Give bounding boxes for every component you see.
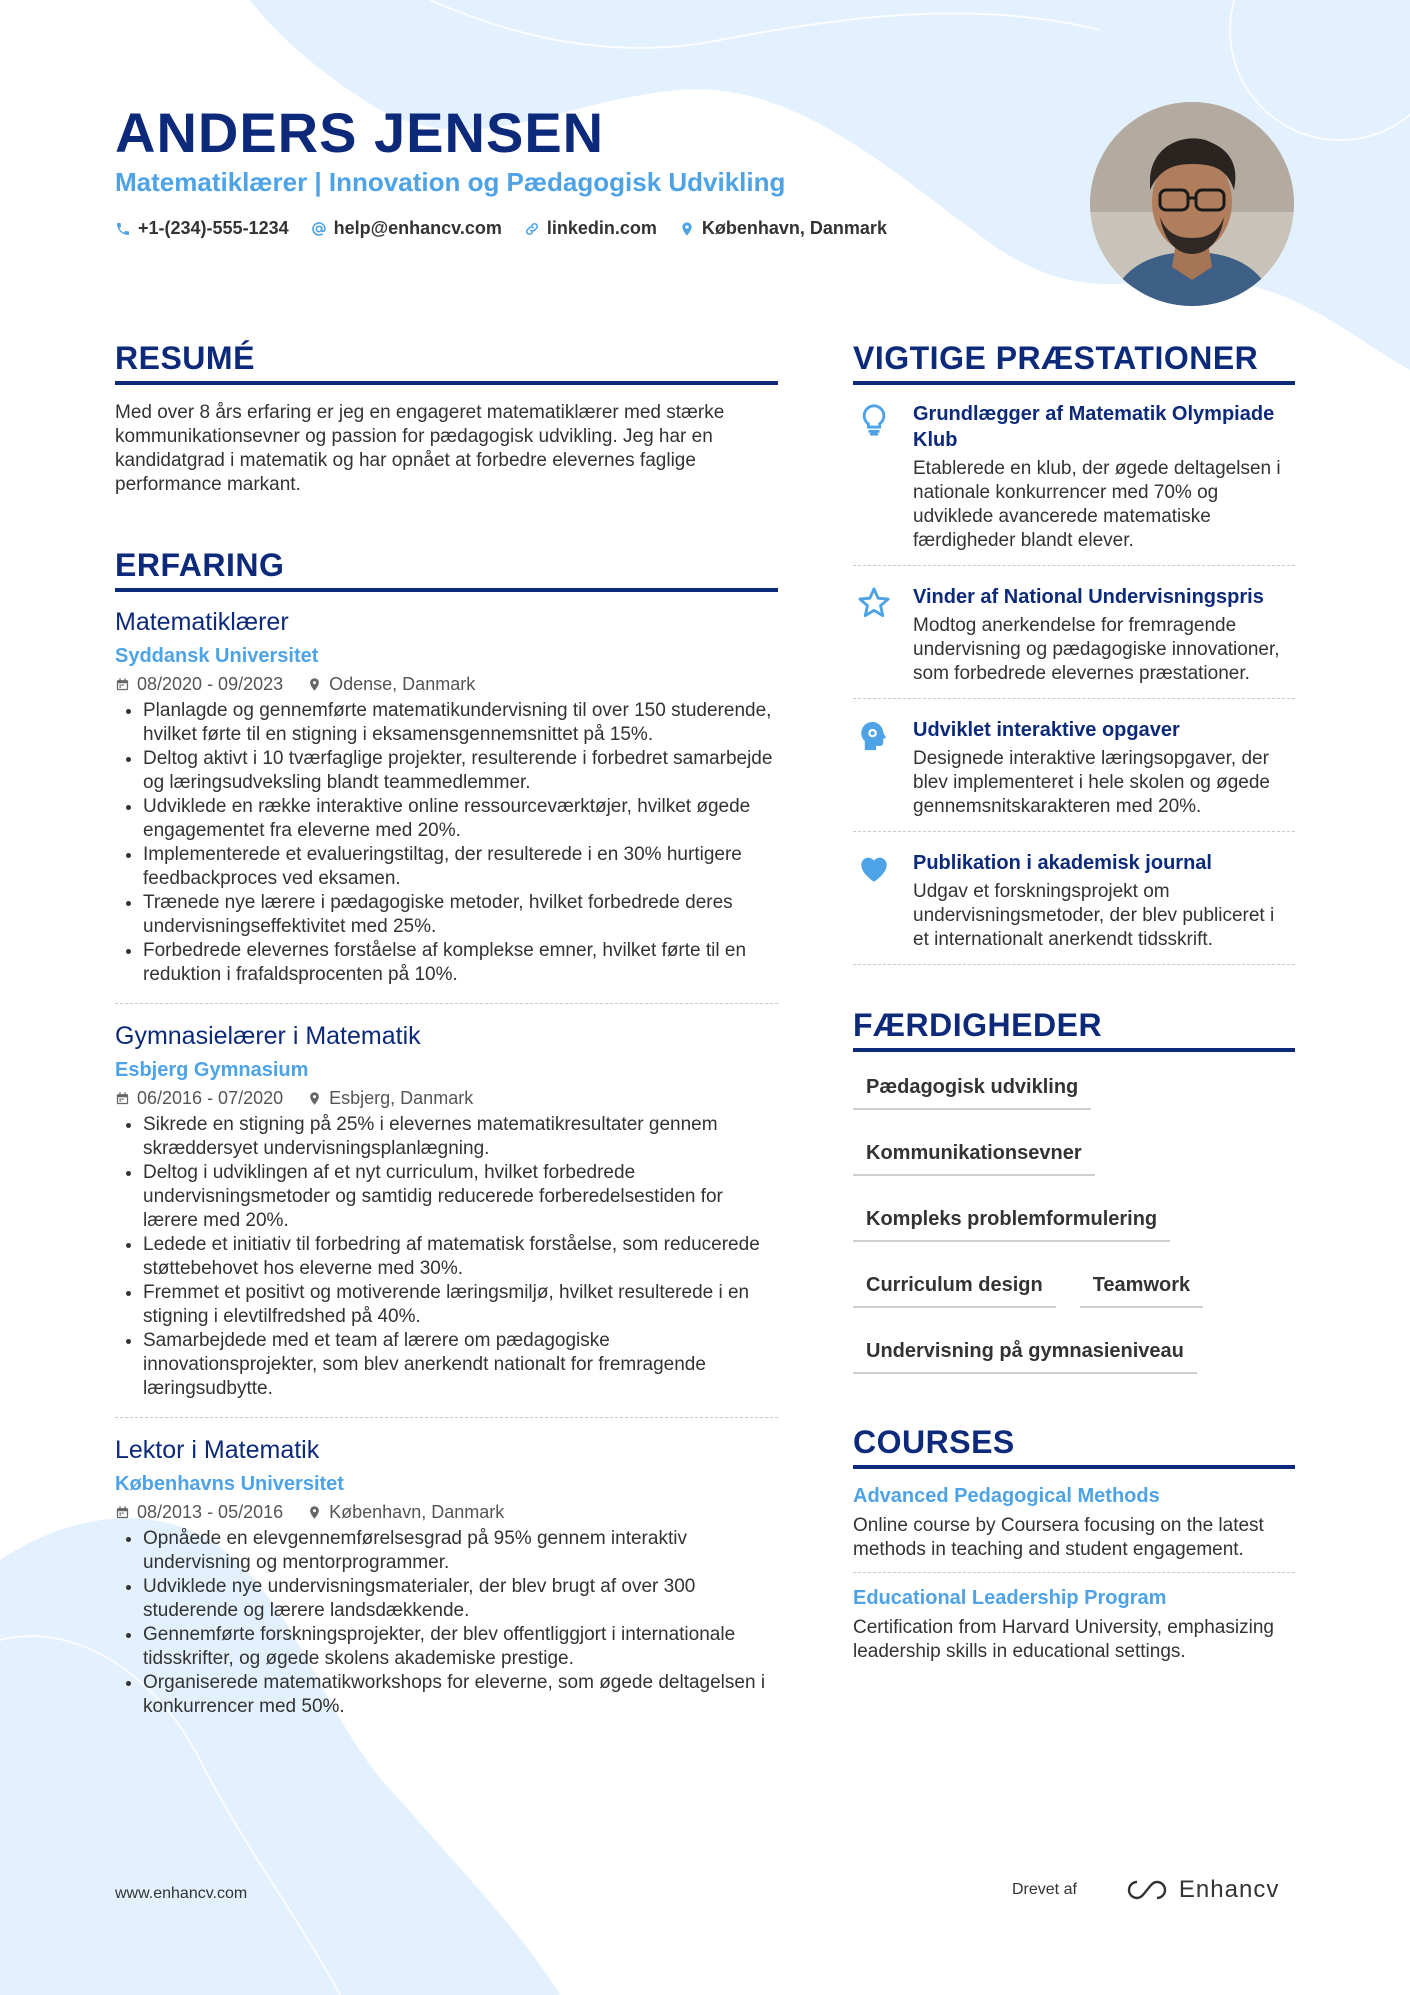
job-meta — [115, 674, 778, 695]
location-pin-icon — [307, 677, 322, 692]
achievement-desc: Modtog anerkendelse for fremragende undervisning og pædagogiske innovationer, som forbedrede elevernes præstationer. — [913, 615, 1280, 684]
courses-heading: COURSES — [853, 1424, 1295, 1469]
location-pin-icon — [307, 1091, 322, 1106]
footer-branding — [1012, 1876, 1279, 1904]
job-title: Matematiklærer — [115, 608, 289, 636]
contact-email[interactable] — [311, 218, 502, 239]
skill-tag: Pædagogisk udvikling — [853, 1068, 1091, 1110]
head-gear-icon — [857, 719, 891, 753]
achievement-desc: Designede interaktive læringsopgaver, der blev implementeret i hele skolen og øgede gennemsnitskarakteren med 20%. — [913, 748, 1270, 817]
achievement-item — [853, 717, 1295, 832]
course-item — [853, 1485, 1295, 1573]
calendar-icon — [115, 677, 130, 692]
powered-by-text: Drevet af — [1012, 1881, 1077, 1898]
achievement-item — [853, 401, 1295, 566]
bullet: • Organiserede matematikworkshops for eleverne, som øgede deltagelsen i konkurrencer med 50%. — [143, 1671, 778, 1719]
job-meta — [115, 1088, 778, 1109]
job-bullets — [115, 1113, 778, 1401]
link-icon — [524, 221, 540, 237]
achievement-item — [853, 584, 1295, 699]
course-desc: Online course by Coursera focusing on the latest methods in teaching and student engagement. — [853, 1515, 1264, 1560]
experience-entry — [115, 1022, 778, 1418]
achievement-title: Grundlægger af Matematik Olympiade Klub — [913, 403, 1275, 451]
bullet: • Forbedrede elevernes forståelse af komplekse emner, hvilket førte til en reduktion i frafaldsprocenten på 10%. — [143, 939, 778, 987]
brand-name: Enhancv — [1178, 1876, 1280, 1903]
job-company: Københavns Universitet — [115, 1473, 344, 1495]
skill-tag: Teamwork — [1080, 1266, 1203, 1308]
contact-location — [679, 218, 887, 239]
course-title: Educational Leadership Program — [853, 1587, 1167, 1609]
job-title: Lektor i Matematik — [115, 1436, 320, 1464]
headline: Matematiklærer | Innovation og Pædagogisk Udvikling — [115, 167, 786, 197]
contact-bar — [115, 218, 887, 239]
job-dates: 08/2013 - 05/2016 — [137, 1502, 284, 1522]
achievements-heading: VIGTIGE PRÆSTATIONER — [853, 340, 1295, 385]
job-meta — [115, 1502, 778, 1523]
summary-heading: RESUMÉ — [115, 340, 778, 385]
job-bullets — [115, 699, 778, 987]
bullet: • Udviklede en række interaktive online ressourceværktøjer, hvilket øgede engagementet fra eleverne med 20%. — [143, 795, 778, 843]
skills-heading: FÆRDIGHEDER — [853, 1007, 1295, 1052]
lightbulb-icon — [857, 403, 891, 437]
achievement-desc: Etablerede en klub, der øgede deltagelsen i nationale konkurrencer med 70% og udviklede avancerede matematiske færdigheder blandt elever. — [913, 458, 1281, 551]
profile-photo — [1090, 102, 1294, 306]
bullet: • Trænede nye lærere i pædagogiske metoder, hvilket forbedrede deres undervisningseffektivitet med 25%. — [143, 891, 778, 939]
bullet: • Fremmet et positivt og motiverende læringsmiljø, hvilket resulterede i en stigning i elevtilfredshed på 40%. — [143, 1281, 778, 1329]
job-bullets — [115, 1527, 778, 1719]
achievement-desc: Udgav et forskningsprojekt om undervisningsmetoder, der blev publiceret i et internationalt anerkendt tidsskrift. — [913, 881, 1275, 950]
left-column — [115, 340, 778, 1753]
experience-entry — [115, 608, 778, 1004]
bullet: • Gennemførte forskningsprojekter, der blev offentliggjort i internationale tidsskrifter, og øgede skolens akademiske prestige. — [143, 1623, 778, 1671]
skill-tag: Undervisning på gymnasieniveau — [853, 1332, 1197, 1374]
achievement-title: Vinder af National Undervisningspris — [913, 586, 1264, 608]
at-sign-icon — [311, 221, 327, 237]
contact-phone[interactable] — [115, 218, 289, 239]
bullet: • Udviklede nye undervisningsmaterialer, der blev brugt af over 300 studerende og lærere landsdækkende. — [143, 1575, 778, 1623]
job-location: København, Danmark — [329, 1502, 505, 1522]
bullet: • Opnåede en elevgennemførelsesgrad på 95% gennem interaktiv undervisning og mentorprogrammer. — [143, 1527, 778, 1575]
calendar-icon — [115, 1091, 130, 1106]
linkedin-text: linkedin.com — [546, 218, 657, 238]
footer-website[interactable]: www.enhancv.com — [115, 1885, 248, 1902]
location-text: København, Danmark — [701, 218, 887, 238]
job-company: Syddansk Universitet — [115, 645, 319, 667]
enhancv-logo[interactable] — [1125, 1876, 1279, 1904]
job-location: Esbjerg, Danmark — [329, 1088, 474, 1108]
bullet: • Deltog i udviklingen af et nyt curriculum, hvilket forbedrede undervisningsmetoder og samtidig reducerede forberedelsestiden for lærere med 20%. — [143, 1161, 778, 1233]
phone-icon — [115, 221, 131, 237]
experience-entry — [115, 1436, 778, 1735]
summary-text: Med over 8 års erfaring er jeg en engageret matematiklærer med stærke kommunikationsevner og passion for pædagogisk udvikling. Jeg har en kandidatgrad i matematik og har opnået at forbedre elevernes faglige performance markant. — [115, 402, 725, 495]
phone-text: +1-(234)-555-1234 — [138, 218, 289, 238]
location-pin-icon — [679, 221, 695, 237]
bullet: • Ledede et initiativ til forbedring af matematisk forståelse, som reducerede støttebehovet hos eleverne med 30%. — [143, 1233, 778, 1281]
skill-tag: Kompleks problemformulering — [853, 1200, 1170, 1242]
heart-icon — [857, 852, 891, 886]
bullet: • Deltog aktivt i 10 tværfaglige projekter, resulterende i forbedret samarbejde og læringsudveksling blandt teammedlemmer. — [143, 747, 778, 795]
bullet: • Implementerede et evalueringstiltag, der resulterede i en 30% hurtigere feedbackproces ved eksamen. — [143, 843, 778, 891]
right-column — [853, 340, 1295, 1688]
achievement-title: Publikation i akademisk journal — [913, 852, 1212, 874]
course-desc: Certification from Harvard University, emphasizing leadership skills in educational settings. — [853, 1617, 1274, 1662]
star-icon — [857, 586, 891, 620]
enhancv-mark-icon — [1125, 1878, 1169, 1902]
candidate-name: ANDERS JENSEN — [115, 101, 605, 164]
job-dates: 08/2020 - 09/2023 — [137, 674, 284, 694]
course-title: Advanced Pedagogical Methods — [853, 1485, 1160, 1507]
bullet: • Sikrede en stigning på 25% i elevernes matematikresultater gennem skræddersyet undervisningsplanlægning. — [143, 1113, 778, 1161]
course-item — [853, 1587, 1295, 1674]
skills-list — [853, 1068, 1295, 1374]
contact-linkedin[interactable] — [524, 218, 657, 239]
bullet: • Planlagde og gennemførte matematikundervisning til over 150 studerende, hvilket førte til en stigning i eksamensgennemsnittet på 15%. — [143, 699, 778, 747]
achievement-item — [853, 850, 1295, 965]
job-company: Esbjerg Gymnasium — [115, 1059, 309, 1081]
calendar-icon — [115, 1505, 130, 1520]
skill-tag: Kommunikationsevner — [853, 1134, 1095, 1176]
experience-heading: ERFARING — [115, 547, 778, 592]
achievement-title: Udviklet interaktive opgaver — [913, 719, 1180, 741]
bullet: • Samarbejdede med et team af lærere om pædagogiske innovationsprojekter, som blev anerkendt nationalt for fremragende læringsudbytte. — [143, 1329, 778, 1401]
email-text: help@enhancv.com — [333, 218, 502, 238]
location-pin-icon — [307, 1505, 322, 1520]
job-title: Gymnasielærer i Matematik — [115, 1022, 421, 1050]
job-location: Odense, Danmark — [329, 674, 476, 694]
skill-tag: Curriculum design — [853, 1266, 1056, 1308]
job-dates: 06/2016 - 07/2020 — [137, 1088, 284, 1108]
